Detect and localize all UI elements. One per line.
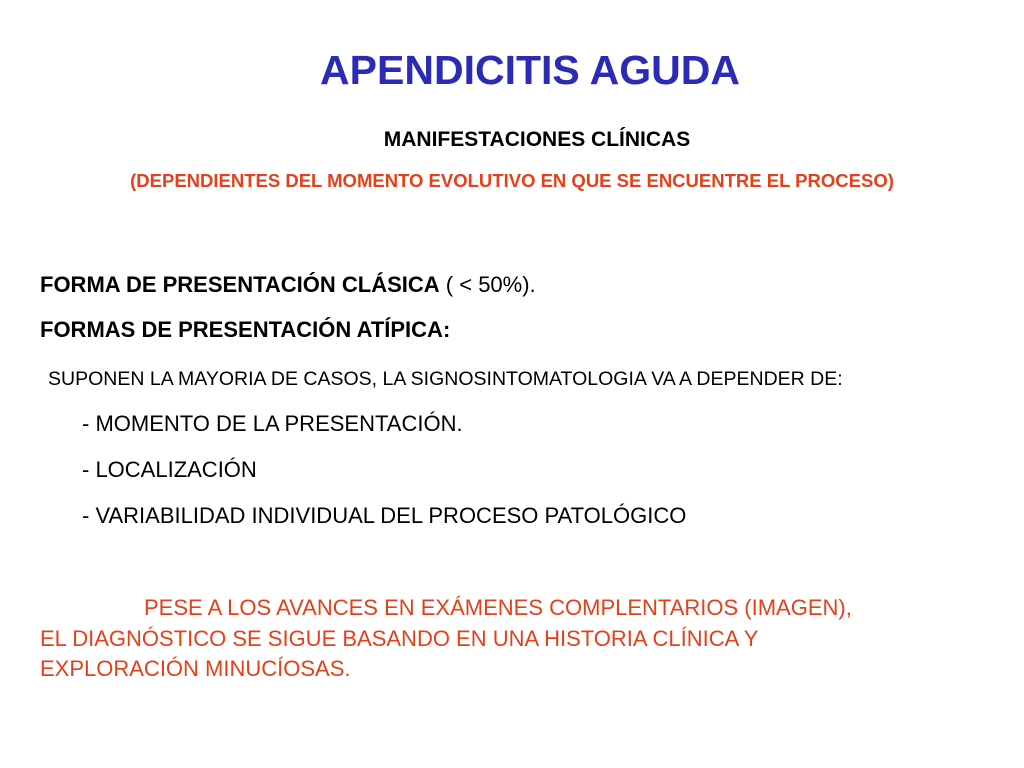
- list-item: - LOCALIZACIÓN: [82, 457, 257, 482]
- list-item: - MOMENTO DE LA PRESENTACIÓN.: [82, 411, 463, 436]
- classic-label: FORMA DE PRESENTACIÓN CLÁSICA: [40, 272, 440, 297]
- atypical-description: SUPONEN LA MAYORIA DE CASOS, LA SIGNOSINTOMATOLOGIA VA A DEPENDER DE:: [48, 368, 843, 390]
- diagnosis-note: [40, 593, 1000, 685]
- list-item: - VARIABILIDAD INDIVIDUAL DEL PROCESO PATOLÓGICO: [82, 503, 687, 528]
- diagnosis-note-line-3: EXPLORACIÓN MINUCÍOSAS.: [40, 656, 351, 681]
- slide-subtitle: MANIFESTACIONES CLÍNICAS: [383, 128, 691, 151]
- classic-presentation: [40, 270, 536, 300]
- atypical-presentation-label: FORMAS DE PRESENTACIÓN ATÍPICA:: [40, 317, 451, 342]
- diagnosis-note-line-1: PESE A LOS AVANCES EN EXÁMENES COMPLENTARIOS (IMAGEN),: [144, 595, 852, 620]
- diagnosis-note-line-2: EL DIAGNÓSTICO SE SIGUE BASANDO EN UNA HISTORIA CLÍNICA Y: [40, 625, 759, 651]
- slide-subnote: (DEPENDIENTES DEL MOMENTO EVOLUTIVO EN QUE SE ENCUENTRE EL PROCESO): [130, 170, 894, 191]
- classic-value: ( < 50%).: [439, 272, 536, 297]
- slide-title: APENDICITIS AGUDA: [320, 47, 740, 93]
